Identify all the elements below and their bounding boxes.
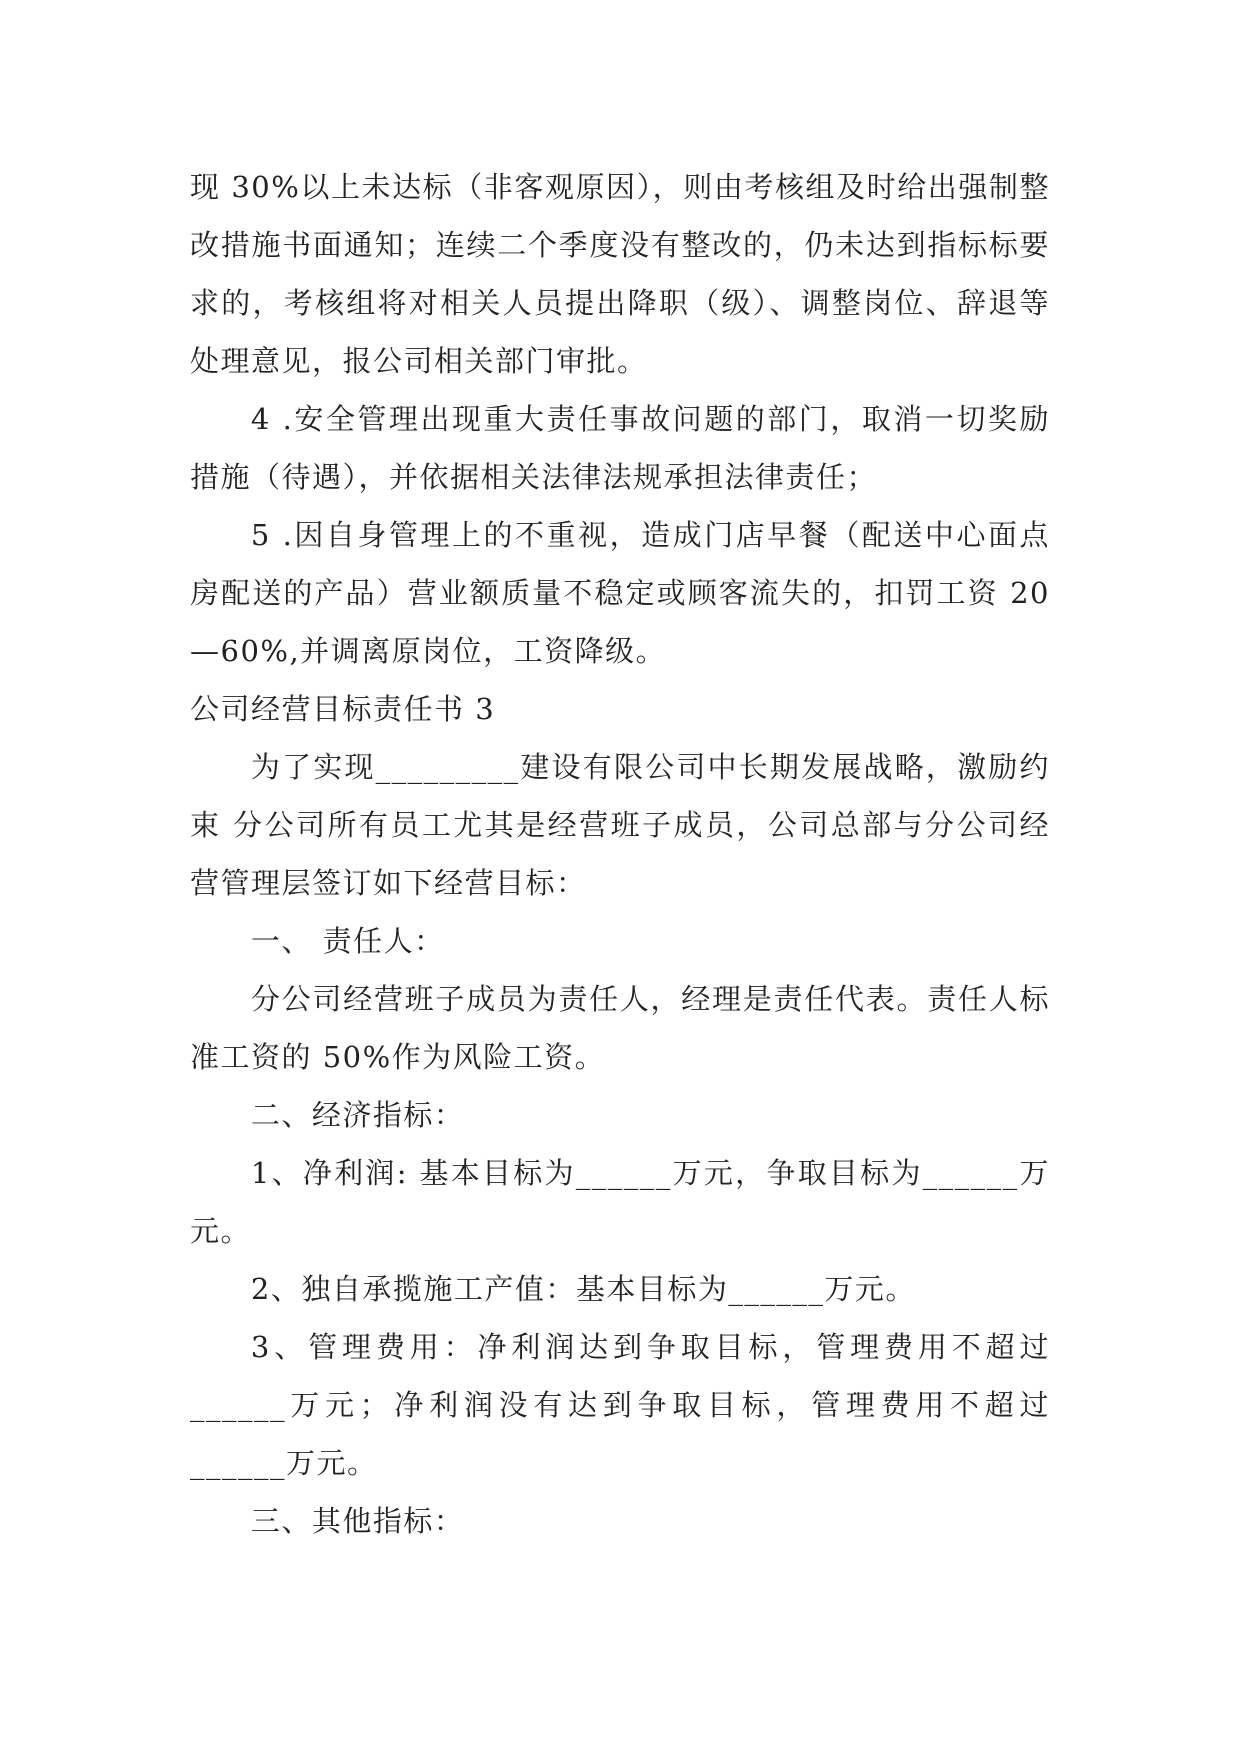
heading-responsible-person: 一、 责任人：: [250, 924, 445, 958]
paragraph-item-4: 4 .安全管理出现重大责任事故问题的部门，取消一切奖励措施（待遇），并依据相关法律法规承担法律责任；: [190, 402, 1050, 494]
paragraph-output-value: 2、独自承揽施工产值：基本目标为______万元。: [250, 1272, 916, 1306]
paragraph-net-profit: 1、净利润: 基本目标为______万元，争取目标为______万元。: [190, 1156, 1050, 1248]
paragraph-continuation: 现 30%以上未达标（非客观原因），则由考核组及时给出强制整改措施书面通知；连续二个季度没有整改的，仍未达到指标标要求的，考核组将对相关人员提出降职（级）、调整岗位、辞退等处理意见，报公司相关部门审批。: [190, 170, 1050, 378]
paragraph-management-cost: 3、管理费用：净利润达到争取目标，管理费用不超过______万元；净利润没有达到争取目标，管理费用不超过______万元。: [190, 1330, 1050, 1480]
heading-economic-indicators: 二、经济指标：: [250, 1098, 465, 1132]
paragraph-intro: 为了实现_________建设有限公司中长期发展战略，激励约束 分公司所有员工尤其是经营班子成员，公司总部与分公司经营管理层签订如下经营目标：: [190, 750, 1050, 900]
section-title: 公司经营目标责任书 3: [190, 692, 496, 726]
paragraph-responsible: 分公司经营班子成员为责任人，经理是责任代表。责任人标准工资的 50%作为风险工资。: [190, 982, 1050, 1074]
document-body: [190, 158, 1050, 1550]
heading-other-indicators: 三、其他指标：: [250, 1504, 465, 1538]
paragraph-item-5: 5 .因自身管理上的不重视，造成门店早餐（配送中心面点房配送的产品）营业额质量不稳定或顾客流失的，扣罚工资 20—60%,并调离原岗位，工资降级。: [190, 518, 1050, 668]
